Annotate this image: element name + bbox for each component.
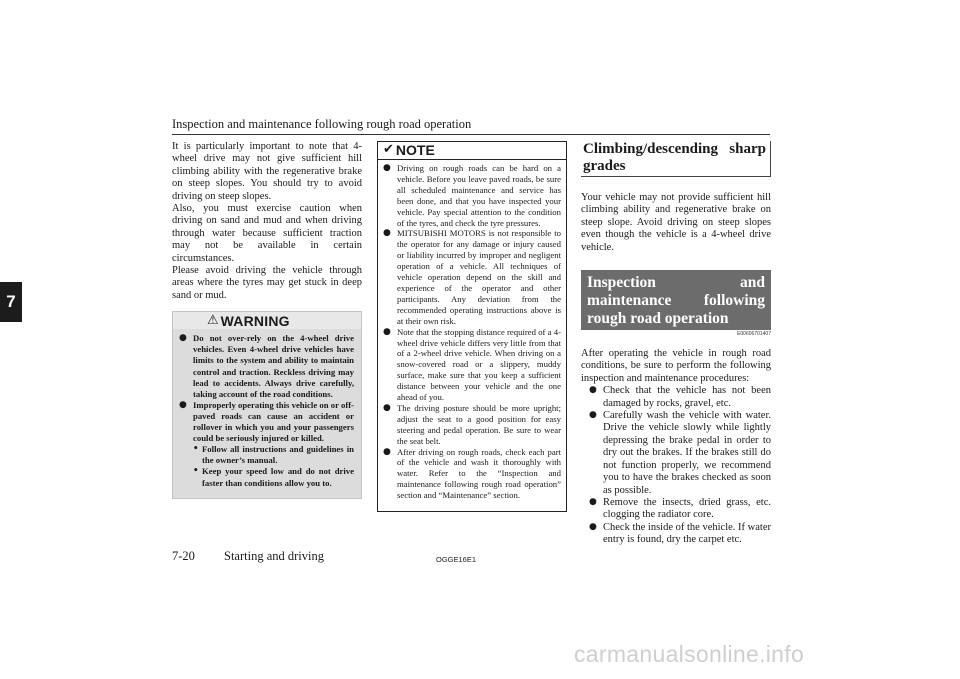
list-item: ● Check that the vehicle has not been damaged by rocks, gravel, etc. [589, 385, 771, 409]
note-label: NOTE [395, 142, 435, 159]
body-paragraph: After operating the vehicle in rough road conditions, be sure to perform the following inspection and maintenance procedures: [581, 348, 771, 384]
sub-list-item: • Follow all instructions and guidelines in the owner’s manual. [193, 444, 354, 466]
body-paragraph: It is particularly important to note that 4-wheel drive may not give sufficient hill climbing ability with the regenerative brake on steep slopes. You should try to avoid driving on steep slopes. [172, 141, 362, 202]
list-item: ● Remove the insects, dried grass, etc. clogging the radiator core. [589, 496, 771, 521]
list-item: ● After driving on rough roads, check each part of the vehicle and wash it thoroughly with water. Refer to the “Inspection and maintenance following rough road operation” section and “Maintenance” section. [383, 446, 561, 501]
body-paragraph: Your vehicle may not provide sufficient hill climbing ability and regenerative brake on steep slope. Avoid driving on steep slopes even though the vehicle is a 4-wheel drive vehicle. [581, 192, 771, 253]
bullet-icon: ● [383, 446, 391, 457]
warning-label: WARNING [220, 312, 290, 329]
header-rule [172, 134, 770, 135]
section-heading: Climbing/descending sharp grades [583, 141, 766, 174]
warning-header [173, 312, 361, 329]
bullet-icon: ● [383, 402, 391, 413]
check-mark-icon: ✔ [383, 142, 394, 158]
bullet-icon: ● [589, 521, 597, 532]
running-header: Inspection and maintenance following rough road operation [172, 117, 472, 131]
watermark: carmanualsonline.info [574, 641, 805, 667]
column-right [581, 141, 771, 547]
body-paragraph: Also, you must exercise caution when driving on sand and mud and when driving through water because sufficient traction may not be available in certain circumstances. [172, 203, 362, 264]
bullet-icon: ● [179, 333, 187, 344]
note-box [377, 141, 567, 512]
list-item: ● Carefully wash the vehicle with water. Drive the vehicle slowly while lightly depressing the brake pedal in order to dry out the brakes. If the brakes still do not function properly, we recommend you to have the brakes checked as soon as possible. [589, 410, 771, 496]
bullet-icon: ● [589, 385, 597, 396]
list-item: ● MITSUBISHI MOTORS is not responsible to the operator for any damage or injury caused or liability incurred by improper and negligent operation of a vehicle. All techniques of vehicle operation depend on the skill and experience of the operator and other participants. Any deviation from the recommended operating instructions above is at their own risk. [383, 228, 561, 326]
column-left [172, 141, 362, 499]
sub-bullet-icon: • [193, 466, 199, 477]
section-heading-dark: Inspection and maintenance following rough road operation [581, 270, 771, 330]
warning-body [173, 329, 361, 488]
column-middle [377, 141, 567, 512]
bullet-icon: ● [383, 163, 391, 173]
section-heading-box [581, 141, 771, 177]
sub-bullet-icon: • [193, 444, 199, 455]
footer-chapter: Starting and driving [224, 549, 324, 563]
warning-box [172, 311, 362, 498]
footer-code: OGGE16E1 [436, 555, 477, 564]
warning-triangle-icon: ⚠ [207, 312, 219, 328]
list-item: ● Improperly operating this vehicle on or off-paved roads can cause an accident or rollover in which you and your passengers could be seriously injured or killed. [179, 399, 354, 444]
note-header [378, 142, 566, 160]
bullet-icon: ● [589, 410, 597, 421]
bullet-icon: ● [383, 228, 391, 239]
list-item: ● Do not over-rely on the 4-wheel drive vehicles. Even 4-wheel drive vehicles have limits to the system and ability to maintain control and traction. Reckless driving may lead to accidents. Always drive carefully, taking account of the road conditions. [179, 333, 354, 399]
sub-list-item: • Keep your speed low and do not drive faster than conditions allow you to. [193, 466, 354, 488]
note-body [378, 160, 566, 501]
bullet-icon: ● [179, 399, 187, 410]
bullet-icon: ● [383, 326, 391, 337]
body-paragraph: Please avoid driving the vehicle through areas where the tyres may get stuck in deep sand or mud. [172, 265, 362, 301]
section-code: E00606701407 [737, 331, 771, 338]
list-item: ● Check the inside of the vehicle. If water entry is found, dry the carpet etc. [589, 521, 771, 546]
list-item: ● Note that the stopping distance required of a 4-wheel drive vehicle differs very little from that of a 2-wheel drive vehicle. When driving on a snow-covered road or a slippery, muddy surface, make sure that you keep a sufficient distance between your vehicle and the one ahead of you. [383, 326, 561, 403]
chapter-tab[interactable]: 7 [0, 282, 22, 322]
list-item: ● The driving posture should be more upright; adjust the seat to a good position for easy steering and pedal operation. Be sure to wear the seat belt. [383, 402, 561, 446]
bullet-icon: ● [589, 496, 597, 507]
page-number: 7-20 [172, 549, 195, 563]
list-item: ● Driving on rough roads can be hard on a vehicle. Before you leave paved roads, be sure all scheduled maintenance and service has been done, and that you have inspected your vehicle. Pay special attention to the condition of the tyres, and check the tyre pressures. [383, 163, 561, 228]
